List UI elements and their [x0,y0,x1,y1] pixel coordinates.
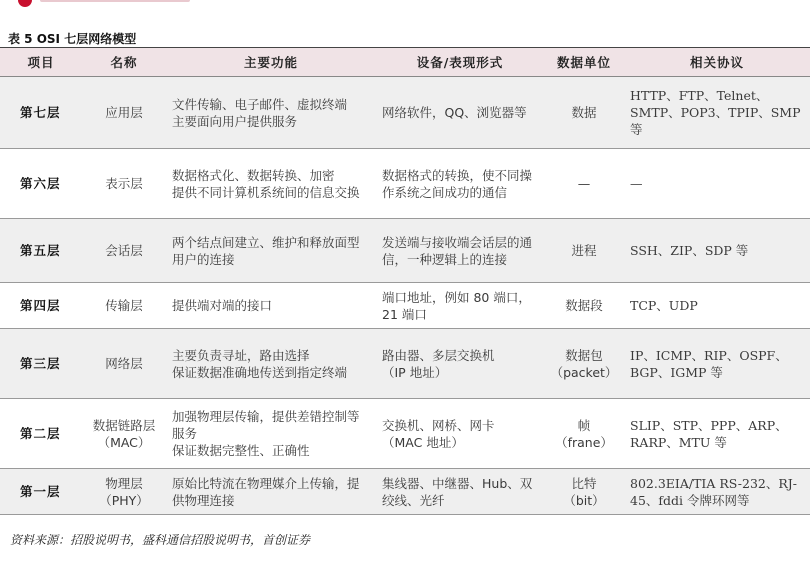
function-line: 数据格式化、数据转换、加密 [172,167,335,183]
layer-name-line: 网络层 [105,356,143,371]
data-unit-cell [544,283,624,329]
layer-cell: 第三层 [0,329,82,399]
function-cell [166,283,376,329]
table-row [0,149,810,219]
layer-name-line: 数据链路层 [92,417,156,433]
source-note: 资料来源：招股说明书，盛科通信招股说明书，首创证券 [10,533,311,547]
layer-cell: 第六层 [0,149,82,219]
layer-name-line: 表示层 [105,176,143,191]
device-line: （MAC 地址） [382,434,464,450]
layer-name-cell [82,329,166,399]
device-cell [376,219,544,283]
data-unit-line: — [577,176,591,191]
function-cell [166,77,376,149]
function-cell [166,469,376,515]
data-unit-line: （bit） [563,492,605,508]
function-line: 主要面向用户提供服务 [172,113,298,129]
layer-name-cell [82,283,166,329]
device-line: （IP 地址） [382,364,448,380]
layer-name-cell [82,77,166,149]
layer-name-cell [82,469,166,515]
data-unit-line: 数据 [571,105,597,120]
header-cell: 主要功能 [166,48,376,77]
layer-name-cell [82,399,166,469]
layer-name-line: （PHY） [99,492,149,508]
function-line: 提供端对端的接口 [172,298,273,313]
data-unit-line: 数据包 [565,347,603,363]
protocol-cell: 802.3EIA/TIA RS-232、RJ-45、fddi 令牌环网等 [624,469,810,515]
data-unit-line: （frane） [555,434,613,450]
data-unit-line: 帧 [577,417,591,433]
header-cell: 设备/表现形式 [376,48,544,77]
header-cell: 项目 [0,48,82,77]
brand-logo-wordmark [40,0,190,2]
data-unit-line: （packet） [550,364,618,380]
protocol-cell: HTTP、FTP、Telnet、SMTP、POP3、TPIP、SMP 等 [624,77,810,149]
data-unit-cell [544,399,624,469]
table-row [0,329,810,399]
protocol-cell: IP、ICMP、RIP、OSPF、BGP、IGMP 等 [624,329,810,399]
layer-cell: 第二层 [0,399,82,469]
layer-name-line: 应用层 [105,105,143,120]
function-line: 加强物理层传输，提供差错控制等服务 [172,409,360,441]
layer-cell: 第五层 [0,219,82,283]
device-line: 数据格式的转换，使不同操作系统之间成功的通信 [382,167,533,200]
layer-name-cell [82,219,166,283]
page-header-strip [0,0,810,8]
table-header-row [0,48,810,77]
device-cell [376,399,544,469]
table-row [0,77,810,149]
function-line: 文件传输、电子邮件、虚拟终端 [172,96,348,112]
device-cell [376,77,544,149]
layer-name-line: 会话层 [105,243,143,258]
protocol-cell: SLIP、STP、PPP、ARP、RARP、MTU 等 [624,399,810,469]
brand-logo-icon [18,0,32,7]
function-cell [166,149,376,219]
data-unit-line: 数据段 [565,298,603,313]
function-line: 保证数据准确地传送到指定终端 [172,364,348,380]
function-cell [166,399,376,469]
layer-name-line: 传输层 [105,298,143,313]
header-cell: 名称 [82,48,166,77]
device-cell [376,283,544,329]
function-line: 保证数据完整性、正确性 [172,443,310,458]
table-row [0,283,810,329]
data-unit-cell [544,219,624,283]
device-line: 发送端与接收端会话层的通信，一种逻辑上的连接 [382,234,533,267]
device-line: 路由器、多层交换机 [382,347,495,363]
data-unit-cell [544,329,624,399]
osi-table [0,47,810,515]
protocol-cell: SSH、ZIP、SDP 等 [624,219,810,283]
data-unit-line: 进程 [571,243,597,258]
table-row [0,469,810,515]
data-unit-cell [544,149,624,219]
function-line: 提供不同计算机系统间的信息交换 [172,184,360,200]
table-row [0,399,810,469]
layer-name-cell [82,149,166,219]
device-line: 集线器、中继器、Hub、双绞线、光纤 [382,475,533,508]
function-line: 原始比特流在物理媒介上传输，提供物理连接 [172,475,360,508]
function-line: 主要负责寻址，路由选择 [172,347,310,363]
device-line: 网络软件，QQ、浏览器等 [382,105,527,120]
data-unit-cell [544,469,624,515]
table-row [0,219,810,283]
device-line: 交换机、网桥、网卡 [382,417,495,433]
protocol-cell: — [624,149,810,219]
layer-cell: 第七层 [0,77,82,149]
device-line: 端口地址，例如 80 端口，21 端口 [382,289,531,322]
device-cell [376,469,544,515]
layer-name-line: （MAC） [97,434,151,450]
table-caption: 表 5 OSI 七层网络模型 [8,32,137,46]
function-cell [166,329,376,399]
function-cell [166,219,376,283]
data-unit-line: 比特 [571,475,597,491]
layer-cell: 第一层 [0,469,82,515]
device-cell [376,329,544,399]
header-cell: 数据单位 [544,48,624,77]
function-line: 两个结点间建立、维护和释放面型用户的连接 [172,234,360,267]
layer-cell: 第四层 [0,283,82,329]
layer-name-line: 物理层 [105,475,143,491]
device-cell [376,149,544,219]
protocol-cell: TCP、UDP [624,283,810,329]
data-unit-cell [544,77,624,149]
header-cell: 相关协议 [624,48,810,77]
